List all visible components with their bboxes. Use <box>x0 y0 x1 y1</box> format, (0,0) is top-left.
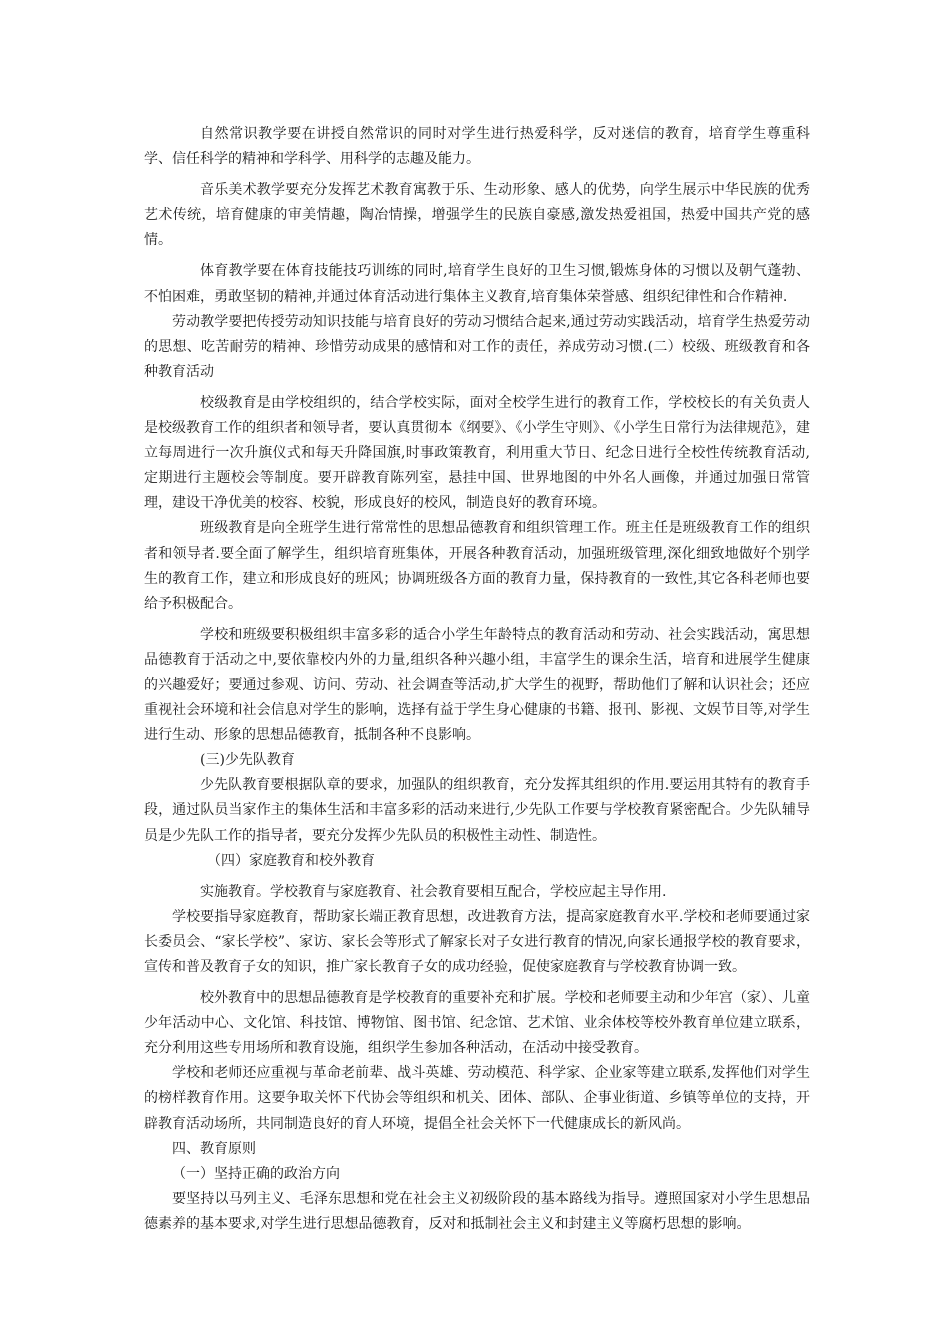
paragraph-school-level-education: 校级教育是由学校组织的，结合学校实际，面对全校学生进行的教育工作，学校校长的有关负责人是校级教育工作的组织者和领导者，要认真贯彻本《纲要》、《小学生守则》、《小学生日常行为法律规范》，建立每周进行一次升旗仪式和每天升降国旗,时事政策教育，利用重大节日、纪念日进行全校性传统教育活动,定期进行主题校会等制度。要开辟教育陈列室，悬挂中国、世界地图的中外名人画像，并通过加强日常管理，建设干净优美的校容、校貌，形成良好的校风，制造良好的教育环境。 <box>144 394 810 512</box>
document-page <box>144 122 810 1237</box>
paragraph-role-models: 学校和老师还应重视与革命老前辈、战斗英雄、劳动模范、科学家、企业家等建立联系,发挥他们对学生的榜样教育作用。这要争取关怀下代协会等组织和机关、团体、部队、企事业街道、乡镇等单位的支持，开辟教育活动场所，共同制造良好的育人环境，提倡全社会关怀下一代健康成长的新风尚。 <box>144 1065 810 1132</box>
paragraph-class-level-education: 班级教育是向全班学生进行常常性的思想品德教育和组织管理工作。班主任是班级教育工作的组织者和领导者.要全面了解学生，组织培育班集体，开展各种教育活动，加强班级管理,深化细致地做好个别学生的教育工作，建立和形成良好的班风；协调班级各方面的教育力量，保持教育的一致性,其它各科老师也要给予积极配合。 <box>144 520 810 612</box>
paragraph-labor-education: 劳动教学要把传授劳动知识技能与培育良好的劳动习惯结合起来,通过劳动实践活动，培育学生热爱劳动的思想、吃苦耐劳的精神、珍惜劳动成果的感情和对工作的责任，养成劳动习惯.(二）校级、班级教育和各种教育活动 <box>144 313 810 380</box>
paragraph-political-direction: 要坚持以马列主义、毛泽东思想和党在社会主义初级阶段的基本路线为指导。遵照国家对小学生思想品德素养的基本要求,对学生进行思想品德教育，反对和抵制社会主义和封建主义等腐朽思想的影响。 <box>144 1190 810 1232</box>
heading-family-outside-education: （四）家庭教育和校外教育 <box>207 852 375 869</box>
heading-education-principles: 四、教育原则 <box>172 1140 256 1157</box>
heading-political-direction: （一）坚持正确的政治方向 <box>172 1165 340 1182</box>
heading-young-pioneers: (三)少先队教育 <box>200 752 295 769</box>
paragraph-young-pioneers: 少先队教育要根据队章的要求，加强队的组织教育，充分发挥其组织的作用.要运用其特有的教育手段，通过队员当家作主的集体生活和丰富多彩的活动来进行,少先队工作要与学校教育紧密配合。少先队辅导员是少先队工作的指导者，要充分发挥少先队员的积极性主动性、制造性。 <box>144 777 810 844</box>
paragraph-family-guidance: 学校要指导家庭教育，帮助家长端正教育思想，改进教育方法，提高家庭教育水平.学校和老师要通过家长委员会、“家长学校”、家访、家长会等形式了解家长对子女进行教育的情况,向家长通报学校的教育要求，宣传和普及教育子女的知识，推广家长教育子女的成功经验，促使家庭教育与学校教育协调一致。 <box>144 908 810 975</box>
paragraph-activities: 学校和班级要积极组织丰富多彩的适合小学生年龄特点的教育活动和劳动、社会实践活动，寓思想品德教育于活动之中,要依靠校内外的力量,组织各种兴趣小组，丰富学生的课余生活，培育和进展学生健康的兴趣爱好；要通过参观、访问、劳动、社会调查等活动,扩大学生的视野，帮助他们了解和认识社会；还应重视社会环境和社会信息对学生的影响，选择有益于学生身心健康的书籍、报刊、影视、文娱节目等,对学生进行生动、形象的思想品德教育，抵制各种不良影响。 <box>144 626 810 744</box>
paragraph-physical-education: 体育教学要在体育技能技巧训练的同时,培育学生良好的卫生习惯,锻炼身体的习惯以及朝气蓬勃、不怕困难，勇敢坚韧的精神,并通过体育活动进行集体主义教育,培育集体荣誉感、组织纪律性和合作精神. <box>144 263 810 305</box>
paragraph-music-art: 音乐美术教学要充分发挥艺术教育寓教于乐、生动形象、感人的优势，向学生展示中华民族的优秀艺术传统，培育健康的审美情趣，陶冶情操，增强学生的民族自豪感,激发热爱祖国，热爱中国共产党的感情。 <box>144 182 810 249</box>
paragraph-implementation: 实施教育。学校教育与家庭教育、社会教育要相互配合，学校应起主导作用. <box>200 883 667 900</box>
paragraph-outside-school: 校外教育中的思想品德教育是学校教育的重要补充和扩展。学校和老师要主动和少年宫（家）、儿童少年活动中心、文化馆、科技馆、博物馆、图书馆、纪念馆、艺术馆、业余体校等校外教育单位建立联系，充分利用这些专用场所和教育设施，组织学生参加各种活动，在活动中接受教育。 <box>144 990 810 1057</box>
paragraph-nature-science: 自然常识教学要在讲授自然常识的同时对学生进行热爱科学，反对迷信的教育，培育学生尊重科学、信任科学的精神和学科学、用科学的志趣及能力。 <box>144 126 810 168</box>
